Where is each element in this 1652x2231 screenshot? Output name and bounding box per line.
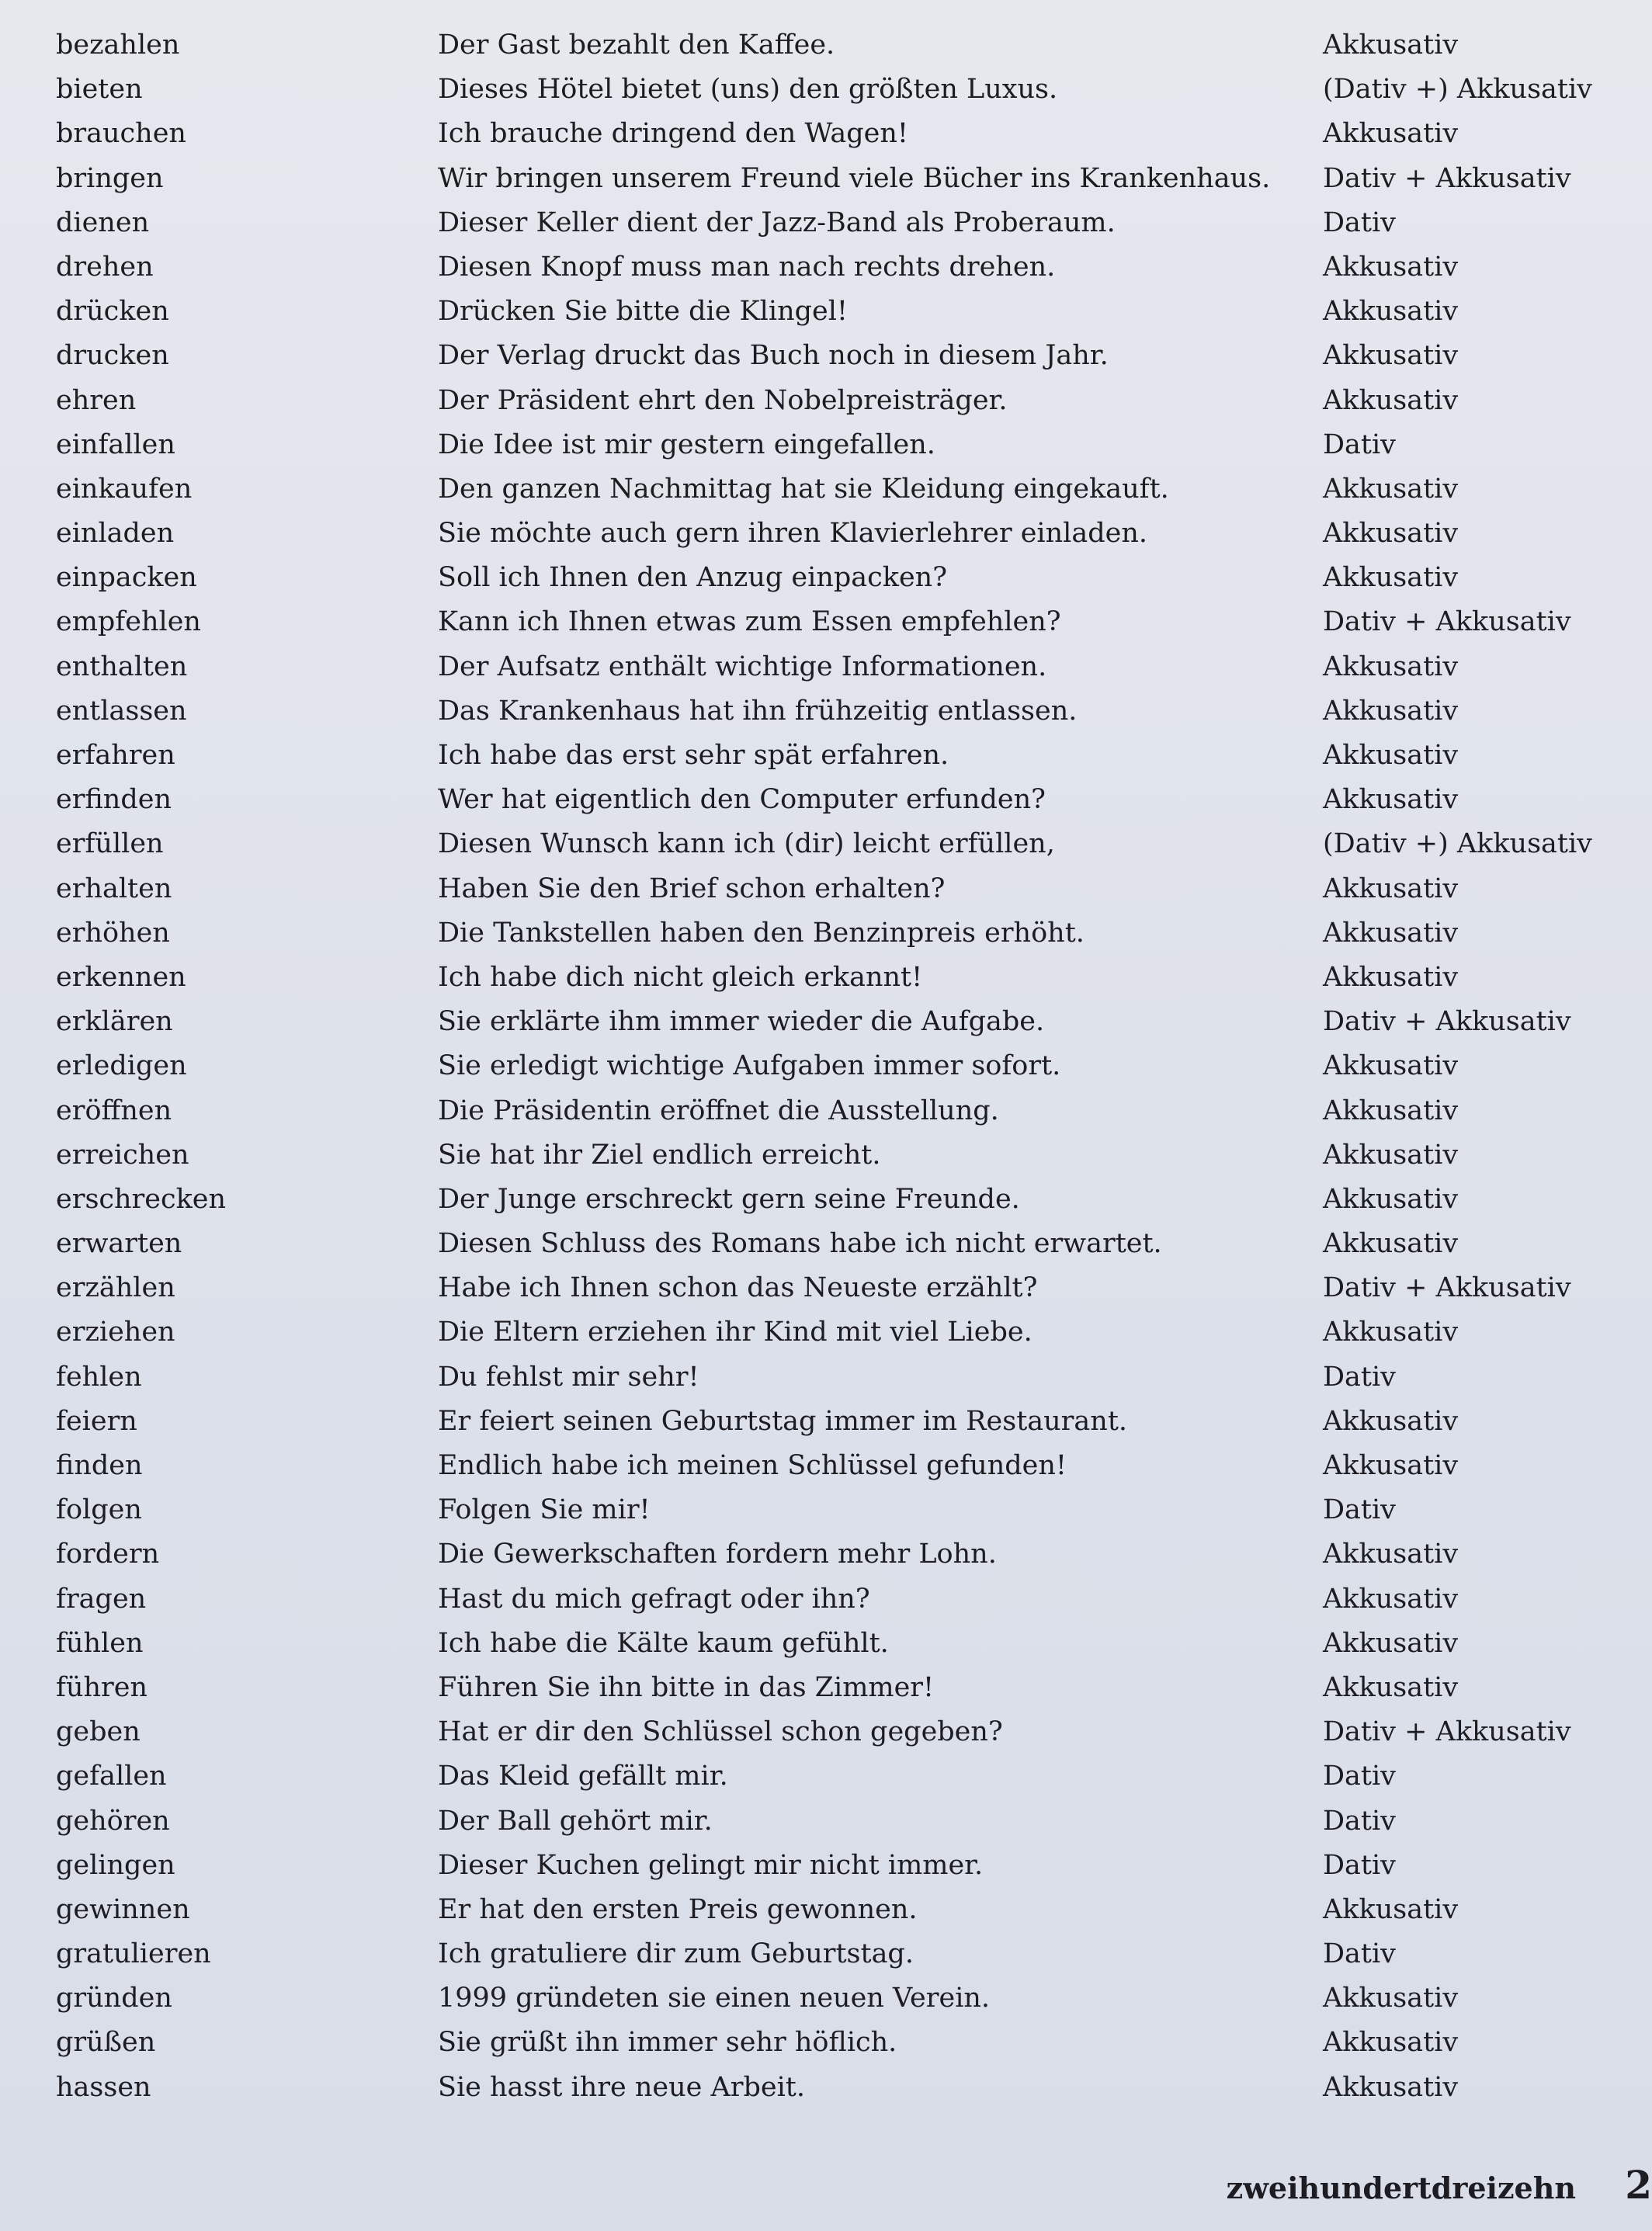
table-row (56, 334, 1593, 378)
case-label: Dativ + Akkusativ (1323, 1716, 1571, 1748)
example-sentence: Wer hat eigentlich den Computer erfunden? (438, 784, 1046, 816)
verb-cell: erzählen (56, 1272, 175, 1304)
case-label: Dativ (1323, 1849, 1396, 1881)
table-row (56, 1222, 1593, 1266)
verb-cell: erschrecken (56, 1183, 227, 1215)
case-label: Dativ (1323, 206, 1396, 238)
example-sentence: Dieser Keller dient der Jazz-Band als Proberaum. (438, 206, 1116, 238)
table-row (56, 512, 1593, 556)
verb-cell: geben (56, 1716, 141, 1748)
table-row (56, 23, 1593, 68)
verb-cell: erreichen (56, 1139, 189, 1171)
table-row (56, 1355, 1593, 1400)
case-label: Dativ (1323, 1494, 1396, 1526)
case-label: Akkusativ (1323, 1095, 1459, 1126)
verb-cell: drehen (56, 251, 154, 283)
table-row (56, 1754, 1593, 1799)
example-sentence: Diesen Knopf muss man nach rechts drehen. (438, 251, 1056, 283)
verb-cell: gewinnen (56, 1893, 190, 1925)
example-sentence: Der Präsident ehrt den Nobelpreisträger. (438, 384, 1008, 416)
example-sentence: Dieser Kuchen gelingt mir nicht immer. (438, 1849, 984, 1881)
example-sentence: Den ganzen Nachmittag hat sie Kleidung eingekauft. (438, 473, 1169, 505)
example-sentence: Der Verlag druckt das Buch noch in diesem Jahr. (438, 340, 1109, 372)
verb-cell: enthalten (56, 651, 188, 682)
verb-cell: erfahren (56, 740, 175, 771)
verb-cell: fühlen (56, 1627, 144, 1659)
example-sentence: Sie hat ihr Ziel endlich erreicht. (438, 1139, 881, 1171)
verb-cell: erklären (56, 1006, 173, 1038)
verb-cell: einpacken (56, 562, 197, 594)
verb-cell: gründen (56, 1983, 172, 2014)
verb-cell: dienen (56, 206, 150, 238)
verb-cell: empfehlen (56, 606, 201, 638)
verb-cell: erkennen (56, 961, 186, 993)
case-label: Akkusativ (1323, 118, 1459, 150)
case-label: Akkusativ (1323, 917, 1459, 949)
verb-cell: bieten (56, 74, 143, 106)
example-sentence: Endlich habe ich meinen Schlüssel gefunden! (438, 1450, 1067, 1481)
example-sentence: Die Idee ist mir gestern eingefallen. (438, 429, 935, 460)
table-row (56, 734, 1593, 778)
case-label: Akkusativ (1323, 961, 1459, 993)
verb-cell: erhöhen (56, 917, 170, 949)
table-row (56, 1133, 1593, 1178)
example-sentence: Du fehlst mir sehr! (438, 1361, 699, 1393)
verb-cell: drücken (56, 296, 169, 328)
case-label: Akkusativ (1323, 1627, 1459, 1659)
example-sentence: Die Gewerkschaften fordern mehr Lohn. (438, 1539, 997, 1570)
table-row (56, 2021, 1593, 2065)
verb-cell: fordern (56, 1539, 160, 1570)
table-row (56, 1488, 1593, 1532)
example-sentence: Der Junge erschreckt gern seine Freunde. (438, 1183, 1020, 1215)
table-row (56, 1044, 1593, 1088)
table-row (56, 600, 1593, 644)
table-row (56, 1266, 1593, 1310)
example-sentence: Sie erledigt wichtige Aufgaben immer sofort. (438, 1050, 1061, 1082)
verb-cell: feiern (56, 1405, 137, 1437)
case-label: Akkusativ (1323, 1228, 1459, 1260)
example-sentence: Die Tankstellen haben den Benzinpreis erhöht. (438, 917, 1085, 949)
example-sentence: Sie möchte auch gern ihren Klavierlehrer einladen. (438, 518, 1148, 550)
case-label: Akkusativ (1323, 1183, 1459, 1215)
verb-cell: erfinden (56, 784, 172, 816)
verb-cell: einkaufen (56, 473, 193, 505)
table-row (56, 1799, 1593, 1844)
example-sentence: Drücken Sie bitte die Klingel! (438, 296, 848, 328)
verb-cell: drucken (56, 340, 169, 372)
case-label: Akkusativ (1323, 340, 1459, 372)
example-sentence: Dieses Hötel bietet (uns) den größten Luxus. (438, 74, 1058, 106)
table-row (56, 956, 1593, 1000)
verb-cell: erziehen (56, 1317, 175, 1348)
table-row (56, 911, 1593, 956)
case-label: Dativ + Akkusativ (1323, 606, 1571, 638)
verb-cell: entlassen (56, 695, 187, 727)
case-label: Dativ (1323, 1805, 1396, 1837)
example-sentence: Kann ich Ihnen etwas zum Essen empfehlen? (438, 606, 1061, 638)
example-sentence: Habe ich Ihnen schon das Neueste erzählt? (438, 1272, 1038, 1304)
page-number-word: zweihundertdreizehn (1226, 2170, 1576, 2205)
case-label: Akkusativ (1323, 1983, 1459, 2014)
case-label: Akkusativ (1323, 1539, 1459, 1570)
table-row (56, 1932, 1593, 1976)
case-label: Akkusativ (1323, 695, 1459, 727)
example-sentence: Ich gratuliere dir zum Geburtstag. (438, 1938, 914, 1970)
case-label: Akkusativ (1323, 1139, 1459, 1171)
table-row (56, 778, 1593, 822)
case-label: (Dativ +) Akkusativ (1323, 828, 1592, 860)
table-row (56, 157, 1593, 201)
table-row (56, 1976, 1593, 2021)
case-label: Akkusativ (1323, 651, 1459, 682)
verb-cell: bezahlen (56, 29, 180, 61)
case-label: Akkusativ (1323, 1050, 1459, 1082)
example-sentence: Die Präsidentin eröffnet die Ausstellung. (438, 1095, 999, 1126)
table-row (56, 1577, 1593, 1622)
verb-cell: bringen (56, 162, 164, 194)
verb-cell: gratulieren (56, 1938, 211, 1970)
table-row (56, 112, 1593, 156)
case-label: Dativ (1323, 1938, 1396, 1970)
example-sentence: Das Kleid gefällt mir. (438, 1761, 728, 1792)
verb-cell: gefallen (56, 1761, 167, 1792)
example-sentence: 1999 gründeten sie einen neuen Verein. (438, 1983, 991, 2014)
table-row (56, 245, 1593, 290)
case-label: Dativ (1323, 1761, 1396, 1792)
verb-cell: erfüllen (56, 828, 164, 860)
case-label: Akkusativ (1323, 1405, 1459, 1437)
verb-cell: einfallen (56, 429, 175, 460)
table-row (56, 1710, 1593, 1754)
example-sentence: Wir bringen unserem Freund viele Bücher ins Krankenhaus. (438, 162, 1271, 194)
example-sentence: Sie erklärte ihm immer wieder die Aufgabe. (438, 1006, 1045, 1038)
page-number: 2 (1625, 2162, 1652, 2208)
verb-cell: hassen (56, 2071, 151, 2103)
table-row (56, 1178, 1593, 1222)
case-label: (Dativ +) Akkusativ (1323, 74, 1592, 106)
case-label: Akkusativ (1323, 2027, 1459, 2059)
table-row (56, 1444, 1593, 1488)
case-label: Akkusativ (1323, 29, 1459, 61)
case-label: Dativ (1323, 1361, 1396, 1393)
table-row (56, 68, 1593, 112)
example-sentence: Der Aufsatz enthält wichtige Informationen. (438, 651, 1047, 682)
example-sentence: Der Ball gehört mir. (438, 1805, 713, 1837)
case-label: Dativ (1323, 429, 1396, 460)
case-label: Akkusativ (1323, 1317, 1459, 1348)
verb-cell: fragen (56, 1583, 147, 1615)
table-row (56, 1000, 1593, 1044)
verb-cell: brauchen (56, 118, 186, 150)
example-sentence: Sie grüßt ihn immer sehr höflich. (438, 2027, 897, 2059)
example-sentence: Er hat den ersten Preis gewonnen. (438, 1893, 918, 1925)
case-label: Akkusativ (1323, 2071, 1459, 2103)
table-row (56, 1089, 1593, 1133)
table-row (56, 1888, 1593, 1932)
table-row (56, 467, 1593, 512)
example-sentence: Diesen Schluss des Romans habe ich nicht erwartet. (438, 1228, 1162, 1260)
table-row (56, 423, 1593, 467)
verb-cell: gehören (56, 1805, 170, 1837)
verb-cell: erledigen (56, 1050, 187, 1082)
table-row (56, 645, 1593, 689)
table-row (56, 2066, 1593, 2110)
verb-case-table (56, 23, 1593, 2110)
page-footer (1227, 2162, 1652, 2208)
verb-cell: fehlen (56, 1361, 142, 1393)
example-sentence: Ich habe die Kälte kaum gefühlt. (438, 1627, 889, 1659)
case-label: Akkusativ (1323, 473, 1459, 505)
case-label: Dativ + Akkusativ (1323, 162, 1571, 194)
example-sentence: Hat er dir den Schlüssel schon gegeben? (438, 1716, 1003, 1748)
case-label: Akkusativ (1323, 251, 1459, 283)
case-label: Akkusativ (1323, 1583, 1459, 1615)
example-sentence: Er feiert seinen Geburtstag immer im Restaurant. (438, 1405, 1128, 1437)
example-sentence: Folgen Sie mir! (438, 1494, 651, 1526)
table-row (56, 1400, 1593, 1444)
case-label: Dativ + Akkusativ (1323, 1006, 1571, 1038)
example-sentence: Ich habe das erst sehr spät erfahren. (438, 740, 949, 771)
table-row (56, 1666, 1593, 1710)
case-label: Akkusativ (1323, 1671, 1459, 1703)
case-label: Akkusativ (1323, 296, 1459, 328)
table-row (56, 201, 1593, 245)
table-row (56, 689, 1593, 734)
verb-cell: gelingen (56, 1849, 175, 1881)
table-row (56, 1310, 1593, 1355)
case-label: Akkusativ (1323, 1893, 1459, 1925)
example-sentence: Sie hasst ihre neue Arbeit. (438, 2071, 805, 2103)
table-row (56, 822, 1593, 866)
verb-cell: grüßen (56, 2027, 156, 2059)
example-sentence: Führen Sie ihn bitte in das Zimmer! (438, 1671, 935, 1703)
table-row (56, 867, 1593, 911)
case-label: Akkusativ (1323, 873, 1459, 904)
table-row (56, 1844, 1593, 1888)
example-sentence: Das Krankenhaus hat ihn frühzeitig entlassen. (438, 695, 1078, 727)
example-sentence: Diesen Wunsch kann ich (dir) leicht erfüllen, (438, 828, 1055, 860)
verb-cell: führen (56, 1671, 148, 1703)
example-sentence: Hast du mich gefragt oder ihn? (438, 1583, 870, 1615)
table-row (56, 1622, 1593, 1666)
case-label: Akkusativ (1323, 784, 1459, 816)
example-sentence: Die Eltern erziehen ihr Kind mit viel Liebe. (438, 1317, 1032, 1348)
case-label: Akkusativ (1323, 1450, 1459, 1481)
verb-cell: eröffnen (56, 1095, 172, 1126)
example-sentence: Der Gast bezahlt den Kaffee. (438, 29, 835, 61)
table-row (56, 379, 1593, 423)
verb-cell: erhalten (56, 873, 172, 904)
case-label: Akkusativ (1323, 518, 1459, 550)
table-row (56, 556, 1593, 600)
example-sentence: Ich brauche dringend den Wagen! (438, 118, 908, 150)
example-sentence: Haben Sie den Brief schon erhalten? (438, 873, 946, 904)
example-sentence: Ich habe dich nicht gleich erkannt! (438, 961, 923, 993)
verb-cell: einladen (56, 518, 175, 550)
example-sentence: Soll ich Ihnen den Anzug einpacken? (438, 562, 947, 594)
case-label: Dativ + Akkusativ (1323, 1272, 1571, 1304)
verb-cell: folgen (56, 1494, 142, 1526)
verb-cell: ehren (56, 384, 137, 416)
verb-cell: erwarten (56, 1228, 182, 1260)
table-row (56, 290, 1593, 334)
verb-cell: finden (56, 1450, 143, 1481)
case-label: Akkusativ (1323, 562, 1459, 594)
table-row (56, 1532, 1593, 1577)
case-label: Akkusativ (1323, 384, 1459, 416)
case-label: Akkusativ (1323, 740, 1459, 771)
